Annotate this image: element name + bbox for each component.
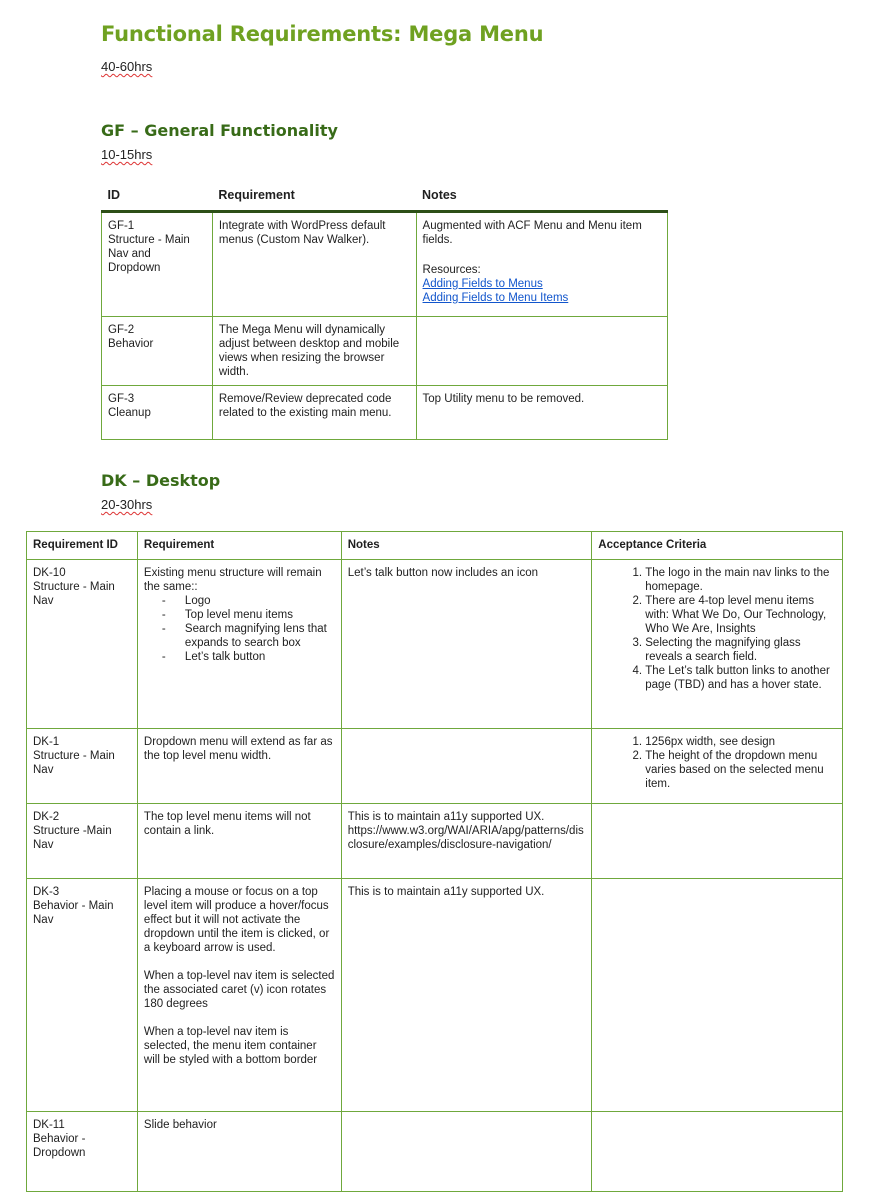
requirement-cell: Integrate with WordPress default menus (Custom Nav Walker). xyxy=(212,212,416,317)
list-item: 4. The Let’s talk button links to another page (TBD) and has a hover state. xyxy=(645,664,836,692)
requirement-paragraph: Placing a mouse or focus on a top level item will produce a hover/focus effect but it will not activate the dropdown until the item is clicked, or a keyboard arrow is used. xyxy=(143,886,330,954)
total-hours: 40-60hrs xyxy=(101,59,153,74)
id-code: DK-11 xyxy=(33,1119,65,1131)
notes-cell: This is to maintain a11y supported UX. xyxy=(341,879,592,1112)
list-item: 1. 1256px width, see design xyxy=(645,735,836,749)
criteria-list xyxy=(598,566,836,692)
id-label: Behavior - Main Nav xyxy=(33,900,114,926)
table-header-row xyxy=(102,182,668,212)
criteria-cell xyxy=(592,1112,843,1192)
requirement-cell xyxy=(137,879,341,1112)
id-label: Structure - Main Nav xyxy=(33,581,115,607)
requirement-cell: Remove/Review deprecated code related to the existing main menu. xyxy=(212,386,416,440)
list-item: 1. The logo in the main nav links to the homepage. xyxy=(645,566,836,594)
dk-table xyxy=(26,531,843,1192)
notes-cell xyxy=(341,804,592,879)
criteria-cell xyxy=(592,560,843,729)
id-code: GF-2 xyxy=(108,324,135,336)
id-cell xyxy=(27,804,138,879)
column-header: Notes xyxy=(341,532,592,560)
list-item: - Logo xyxy=(158,594,335,608)
criteria-cell xyxy=(592,804,843,879)
criteria-cell xyxy=(592,729,843,804)
notes-cell xyxy=(341,729,592,804)
requirement-cell: Slide behavior xyxy=(137,1112,341,1192)
page-title: Functional Requirements: Mega Menu xyxy=(101,22,544,46)
id-cell xyxy=(102,386,213,440)
table-row xyxy=(27,1112,843,1192)
adding-fields-to-menu-items-link[interactable]: Adding Fields to Menu Items xyxy=(422,292,569,304)
id-cell xyxy=(27,729,138,804)
requirement-cell: Dropdown menu will extend as far as the top level menu width. xyxy=(137,729,341,804)
requirement-cell: The top level menu items will not contain a link. xyxy=(137,804,341,879)
id-cell xyxy=(27,560,138,729)
id-label: Behavior - Dropdown xyxy=(33,1133,86,1159)
column-header: ID xyxy=(102,182,213,212)
criteria-cell xyxy=(592,879,843,1112)
table-row xyxy=(27,560,843,729)
list-item: - Let’s talk button xyxy=(158,650,335,664)
table-row xyxy=(27,729,843,804)
id-cell xyxy=(27,1112,138,1192)
notes-text: This is to maintain a11y supported UX. xyxy=(347,811,545,823)
id-code: DK-2 xyxy=(33,811,60,823)
id-label: Structure - Main Nav xyxy=(33,750,115,776)
list-item: 2. The height of the dropdown menu varies based on the selected menu item. xyxy=(645,749,836,791)
requirement-paragraph: When a top-level nav item is selected, the menu item container will be styled with a bottom border xyxy=(143,1026,318,1066)
adding-fields-to-menus-link[interactable]: Adding Fields to Menus xyxy=(422,278,543,290)
table-row xyxy=(102,386,668,440)
requirement-paragraph: When a top-level nav item is selected the associated caret (v) icon rotates 180 degrees xyxy=(143,970,335,1010)
id-code: DK-3 xyxy=(33,886,60,898)
column-header: Notes xyxy=(416,182,667,212)
criteria-list xyxy=(598,735,836,791)
table-row xyxy=(102,317,668,386)
notes-cell xyxy=(416,212,667,317)
notes-cell: Top Utility menu to be removed. xyxy=(416,386,667,440)
id-label: Behavior xyxy=(108,338,154,350)
gf-table xyxy=(101,182,668,440)
aria-url: https://www.w3.org/WAI/ARIA/apg/patterns/disclosure/examples/disclosure-navigation/ xyxy=(347,825,584,851)
resources-label: Resources: xyxy=(422,264,481,276)
requirement-intro: Existing menu structure will remain the same:: xyxy=(143,567,322,593)
id-cell xyxy=(27,879,138,1112)
list-item: - Top level menu items xyxy=(158,608,335,622)
notes-cell xyxy=(341,1112,592,1192)
id-label: Structure - Main Nav and Dropdown xyxy=(108,234,190,274)
gf-hours: 10-15hrs xyxy=(101,147,153,162)
id-label: Cleanup xyxy=(108,407,151,419)
list-item: 2. There are 4-top level menu items with: What We Do, Our Technology, Who We Are, Insights xyxy=(645,594,836,636)
notes-text: Augmented with ACF Menu and Menu item fields. xyxy=(422,220,642,246)
id-code: GF-3 xyxy=(108,393,135,405)
notes-cell xyxy=(416,317,667,386)
id-code: DK-1 xyxy=(33,736,60,748)
list-item: 3. Selecting the magnifying glass reveals a search field. xyxy=(645,636,836,664)
table-row xyxy=(27,879,843,1112)
dk-heading: DK – Desktop xyxy=(101,471,221,490)
requirement-cell xyxy=(137,560,341,729)
id-cell xyxy=(102,317,213,386)
column-header: Requirement xyxy=(212,182,416,212)
notes-cell: Let’s talk button now includes an icon xyxy=(341,560,592,729)
column-header: Requirement ID xyxy=(27,532,138,560)
column-header: Acceptance Criteria xyxy=(592,532,843,560)
table-row xyxy=(102,212,668,317)
id-cell xyxy=(102,212,213,317)
id-label: Structure -Main Nav xyxy=(33,825,112,851)
dk-hours: 20-30hrs xyxy=(101,497,153,512)
id-code: DK-10 xyxy=(33,567,66,579)
column-header: Requirement xyxy=(137,532,341,560)
requirement-cell: The Mega Menu will dynamically adjust between desktop and mobile views when resizing the browser width. xyxy=(212,317,416,386)
id-code: GF-1 xyxy=(108,220,135,232)
requirement-list xyxy=(144,594,335,664)
list-item: - Search magnifying lens that expands to search box xyxy=(158,622,335,650)
gf-heading: GF – General Functionality xyxy=(101,121,338,140)
table-header-row xyxy=(27,532,843,560)
table-row xyxy=(27,804,843,879)
